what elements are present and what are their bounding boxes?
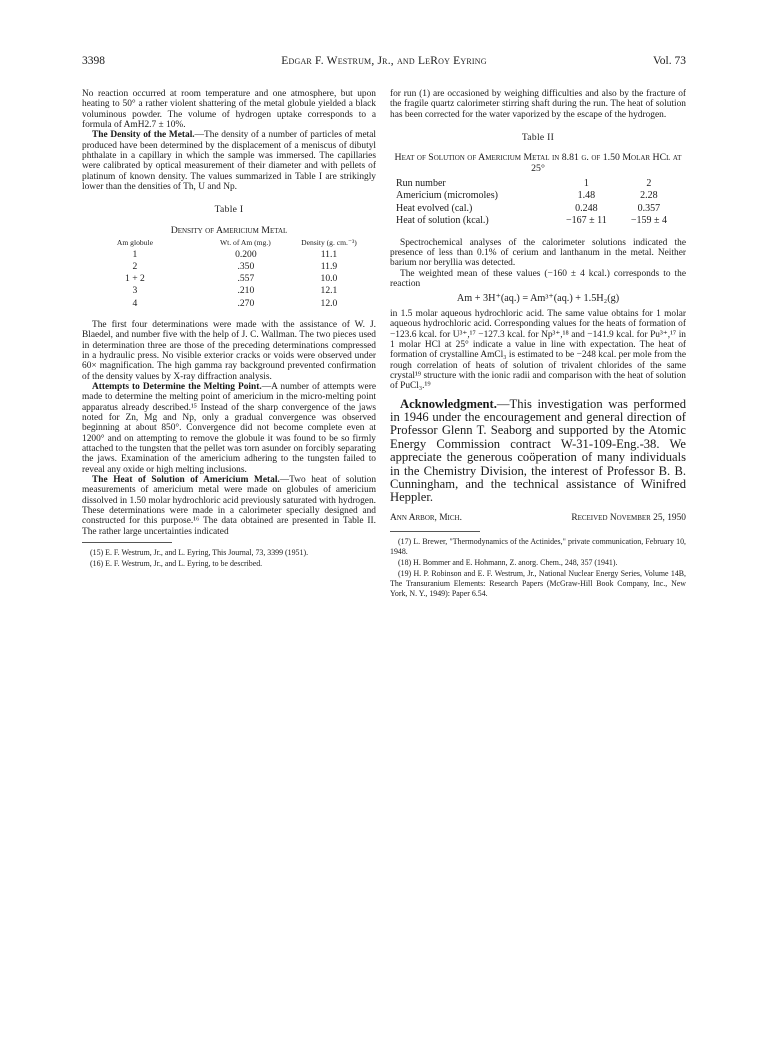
footnote-divider xyxy=(390,531,480,532)
paragraph: The weighted mean of these values (−160 ± 4 kcal.) corresponds to the reaction xyxy=(390,268,686,290)
table-row xyxy=(82,286,376,298)
table-cell: −167 ± 11 xyxy=(566,215,607,227)
table-cell: 11.9 xyxy=(320,261,338,273)
table-cell: −159 ± 4 xyxy=(630,215,667,227)
table-row xyxy=(82,273,376,285)
table-row xyxy=(82,249,376,261)
footnote-divider xyxy=(82,542,172,543)
table-cell: .350 xyxy=(237,261,255,273)
table-caption: Heat of Solution of Americium Metal in 8.81 g. of 1.50 Molar HCl at 25° xyxy=(394,152,682,175)
table-label: Table I xyxy=(214,204,244,216)
footnote: (17) L. Brewer, "Thermodynamics of the Actinides," private communication, February 10, 1948. xyxy=(390,536,686,556)
column-header: Am globule xyxy=(116,237,153,247)
table-label: Table II xyxy=(521,132,555,144)
table-cell: 11.1 xyxy=(320,248,338,260)
table-cell: 2 xyxy=(132,261,138,273)
table-row xyxy=(396,215,680,228)
table-cell: 1 xyxy=(583,177,589,189)
table-cell: 2.28 xyxy=(640,190,658,202)
table-cell: Heat evolved (cal.) xyxy=(396,202,473,214)
table-row xyxy=(396,190,680,203)
table-cell: 1 xyxy=(132,248,138,260)
received-date: Received November 25, 1950 xyxy=(571,512,686,523)
table-cell: 0.200 xyxy=(235,248,257,260)
footnote: (19) H. P. Robinson and E. F. Westrum, Jr., National Nuclear Energy Series, Volume 14B, The Transuranium Elements: Research Papers (McGraw-Hill Book Company, Inc., New York, N. Y., 1949): Paper 6.54. xyxy=(390,568,686,598)
page-number: 3398 xyxy=(82,55,105,67)
acknowledgment-text: —This investigation was performed in 1946 under the encouragement and general direction of Professor Glenn T. Seaborg and supported by the Atomic Energy Commission contract W-31-109-Eng.-38. We appreciate the generous coöperation of many individuals in the Chemistry Division, the interest of Professor B. B. Cunningham, and the technical assistance of Winifred Heppler. xyxy=(390,396,686,505)
reaction-equation: Am + 3H⁺(aq.) = Am³⁺(aq.) + 1.5H₂(g) xyxy=(456,293,620,305)
density-section xyxy=(82,130,376,192)
table-cell: 12.0 xyxy=(320,297,338,309)
table-cell: 0.357 xyxy=(637,202,661,214)
section-heading: Acknowledgment. xyxy=(400,396,497,411)
table-cell: 1.48 xyxy=(577,190,596,202)
table-header-row xyxy=(82,238,376,249)
paragraph: in 1.5 molar aqueous hydrochloric acid. The same value obtains for 1 molar aqueous hydrochloric acid. Corresponding values for the heats of formation of −123.6 kcal. for U³⁺,¹⁷ −127.3 kcal. for Np³⁺,¹⁸ and −141.9 kcal. for Pu³⁺,¹⁷ in 1 molar HCl at 25° indicate a value in line with expectation. The heat of formation of crystalline AmCl₃ is estimated to be −248 kcal. per mole from the rough correlation of heats of solution of trivalent chlorides of the same crystal¹⁹ structure with the ionic radii and comparison with the heat of solution of PuCl₃.¹⁹ xyxy=(390,308,686,392)
table-cell: 3 xyxy=(132,285,138,297)
table-cell: 2 xyxy=(646,177,652,189)
table-cell: Americium (micromoles) xyxy=(396,190,498,202)
heat-table xyxy=(396,177,680,227)
table-row xyxy=(396,177,680,190)
table-cell: 0.248 xyxy=(575,202,598,214)
section-heading: The Density of the Metal. xyxy=(92,130,195,141)
column-header: Wt. of Am (mg.) xyxy=(219,237,271,247)
footnotes xyxy=(390,537,686,599)
paragraph: Spectrochemical analyses of the calorimeter solutions indicated the presence of less than 0.1% of cerium and lanthanum in the metal. Neither barium nor beryllia was detected. xyxy=(390,237,686,269)
acknowledgment xyxy=(390,398,686,505)
volume-label: Vol. 73 xyxy=(652,55,686,67)
table-row xyxy=(82,261,376,273)
footnotes xyxy=(82,548,376,569)
table-cell: .270 xyxy=(237,297,255,309)
paragraph: —A number of attempts were made to determine the melting point of americium in the micro-melting point apparatus already described.¹⁵ Instead of the sharp convergence of the jaws noted for Zn, Mg and Np, only a gradual convergence was observed beginning at about 850°. Convergence did not become complete even at 1200° and on attempting to remove the globule it was found to be so firmly attached to the tungsten that the pellet was torn asunder on forcibly separating the jaws. Examination of the americium adhering to the tungsten failed to reveal any oxide or high melting inclusions. xyxy=(82,381,376,475)
table-cell: 4 xyxy=(132,297,138,309)
running-header xyxy=(82,55,686,71)
location: Ann Arbor, Mich. xyxy=(390,512,462,523)
running-title: Edgar F. Westrum, Jr., and LeRoy Eyring xyxy=(281,55,487,67)
left-column xyxy=(82,89,376,570)
paragraph: —The density of a number of particles of metal produced have been determined by the displacement of a meniscus of dibutyl phthalate in a capillary in which the sample was immersed. The capillaries were calibrated by optical measurement of their diameter and with pellets of platinum of known density. The values summarized in Table I are strikingly lower than the densities of Th, U and Np. xyxy=(82,130,376,193)
melting-section xyxy=(82,382,376,475)
section-heading: The Heat of Solution of Americium Metal. xyxy=(92,475,280,486)
table-cell: 12.1 xyxy=(320,285,338,297)
footnote: (18) H. Bommer and E. Hohmann, Z. anorg. Chem., 248, 357 (1941). xyxy=(398,557,618,567)
right-column xyxy=(390,89,686,600)
received-line xyxy=(390,513,686,526)
column-header: Density (g. cm.⁻³) xyxy=(301,237,357,247)
paragraph: —Two heat of solution measurements of americium metal were made on globules of americium dissolved in 1.50 molar hydrochloric acid previously saturated with hydrogen. These determinations were made in a calorimeter specially designed and constructed for this purpose.¹⁶ The data obtained are presented in Table II. The rather large uncertainties indicated xyxy=(82,475,377,537)
table-cell: .210 xyxy=(237,285,255,297)
paragraph: No reaction occurred at room temperature and one atmosphere, but upon heating to 50° a rather violent shattering of the metal globule yielded a black voluminous powder. The volume of hydrogen uptake corresponds to a formula of AmH2.7 ± 10%. xyxy=(82,89,376,131)
footnote: (15) E. F. Westrum, Jr., and L. Eyring, This Journal, 73, 3399 (1951). xyxy=(90,548,309,558)
table-cell: 10.0 xyxy=(320,273,338,285)
section-heading: Attempts to Determine the Melting Point. xyxy=(92,381,262,392)
paragraph: The first four determinations were made with the assistance of W. J. Blaedel, and number five with the help of J. C. Wallman. The two pieces used in determination three are those of the preceding determinations compressed in a hydraulic press. No visible exterior cracks or voids were observed under 60× magnification. The high gamma ray background prevented confirmation of the density values by X-ray diffraction analysis. xyxy=(82,319,376,382)
table-caption: Density of Americium Metal xyxy=(170,224,288,236)
table-cell: 1 + 2 xyxy=(125,273,145,285)
density-table xyxy=(82,238,376,310)
paragraph: for run (1) are occasioned by weighing difficulties and also by the fracture of the fragile quartz calorimeter stirring shaft during the run. The heat of solution has been corrected for the water vaporized by the escape of the hydrogen. xyxy=(390,89,686,120)
table-cell: Run number xyxy=(396,177,446,189)
table-cell: .557 xyxy=(237,273,255,285)
footnote: (16) E. F. Westrum, Jr., and L. Eyring, to be described. xyxy=(90,559,263,569)
heat-section xyxy=(82,475,376,537)
table-row xyxy=(396,203,680,216)
table-cell: Heat of solution (kcal.) xyxy=(396,215,489,227)
table-row xyxy=(82,298,376,310)
